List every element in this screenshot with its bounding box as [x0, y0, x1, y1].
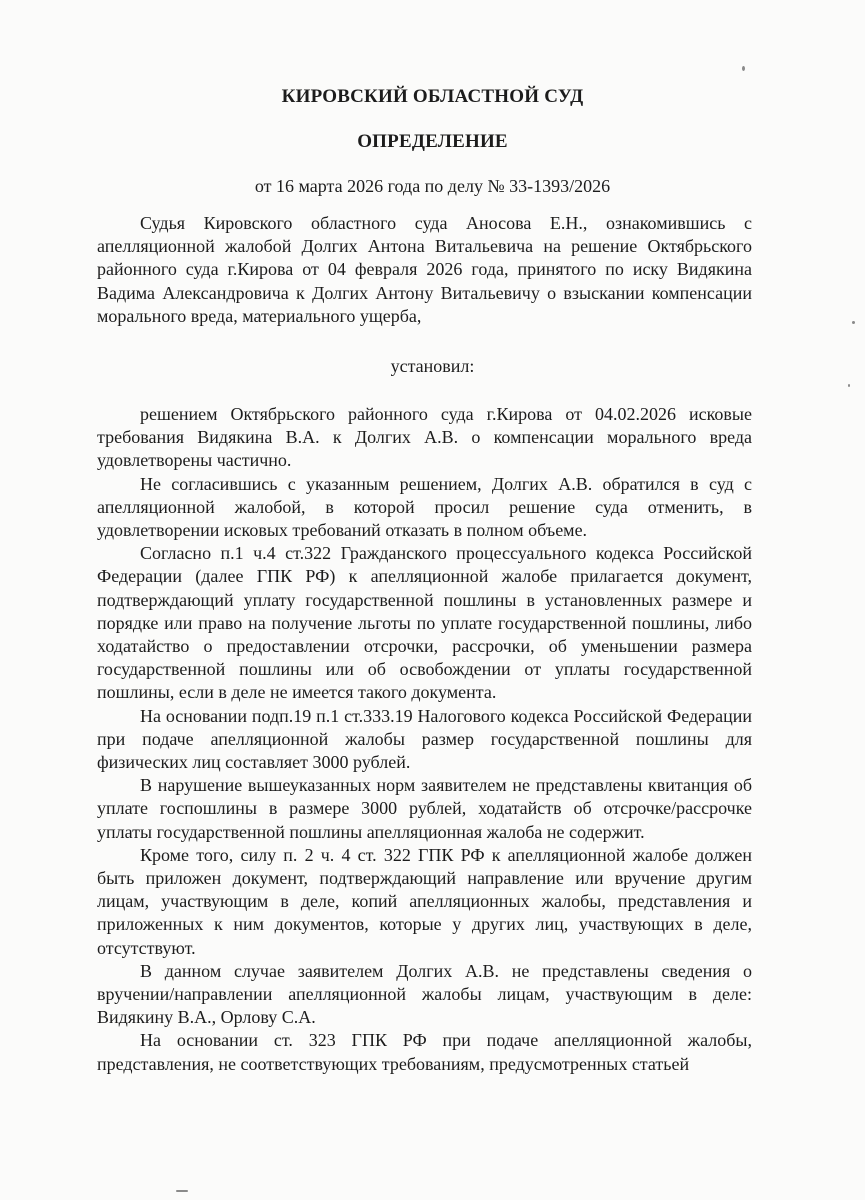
paragraph: На основании подп.19 п.1 ст.333.19 Налогового кодекса Российской Федерации при подаче апелляционной жалобы размер государственной пошлины для физических лиц составляет 3000 рублей.: [97, 705, 752, 773]
intro-block: [97, 212, 752, 328]
main-text: [97, 403, 752, 1076]
scan-speck: [852, 321, 855, 324]
paragraph: Согласно п.1 ч.4 ст.322 Гражданского процессуального кодекса Российской Федерации (далее ГПК РФ) к апелляционной жалобе прилагается документ, подтверждающий уплату государственной пошлины в установленных размере и порядке или право на получение льготы по уплате государственной пошлины, либо ходатайство о предоставлении отсрочки, рассрочки, об уменьшении размера государственной пошлины или об освобождении от уплаты государственной пошлины, если в деле не имеется такого документа.: [97, 543, 752, 703]
court-name: КИРОВСКИЙ ОБЛАСТНОЙ СУД: [281, 86, 584, 107]
scan-speck: [176, 1190, 188, 1192]
established-heading: установил:: [390, 356, 475, 376]
document-title: ОПРЕДЕЛЕНИЕ: [357, 131, 508, 152]
scan-speck: [848, 384, 850, 387]
paragraph: Не согласившись с указанным решением, Долгих А.В. обратился в суд с апелляционной жалобой, в которой просил решение суда отменить, в удовлетворении исковых требований отказать в полном объеме.: [97, 473, 752, 541]
paragraph: В данном случае заявителем Долгих А.В. не представлены сведения о вручении/направлении апелляционной жалобы лицам, участвующим в деле: Видякину В.А., Орлову С.А.: [97, 960, 752, 1028]
paragraph: Кроме того, силу п. 2 ч. 4 ст. 322 ГПК РФ к апелляционной жалобе должен быть приложен документ, подтверждающий направление или вручение другим лицам, участвующим в деле, копий апелляционных жалобы, представления и приложенных к ним документов, которые у других лиц, участвующих в деле, отсутствуют.: [97, 844, 752, 958]
paragraph: решением Октябрьского районного суда г.Кирова от 04.02.2026 исковые требования Видякина В.А. к Долгих А.В. о компенсации морального вреда удовлетворены частично.: [97, 404, 752, 471]
case-dateline: от 16 марта 2026 года по делу № 33-1393/2026: [254, 176, 611, 196]
scan-speck: [742, 66, 745, 71]
paragraph: В нарушение вышеуказанных норм заявителем не представлены квитанция об уплате госпошлины в размере 3000 рублей, ходатайств об отсрочке/рассрочке уплаты государственной пошлины апелляционная жалоба не содержит.: [97, 775, 752, 842]
intro-paragraph: Судья Кировского областного суда Аносова Е.Н., ознакомившись с апелляционной жалобой Долгих Антона Витальевича на решение Октябрьского районного суда г.Кирова от 04 февраля 2026 года, принятого по иску Видякина Вадима Александровича к Долгих Антону Витальевичу о взыскании компенсации морального вреда, материального ущерба,: [97, 213, 752, 326]
paragraph: На основании ст. 323 ГПК РФ при подаче апелляционной жалобы, представления, не соответствующих требованиям, предусмотренных статьей: [97, 1030, 752, 1074]
